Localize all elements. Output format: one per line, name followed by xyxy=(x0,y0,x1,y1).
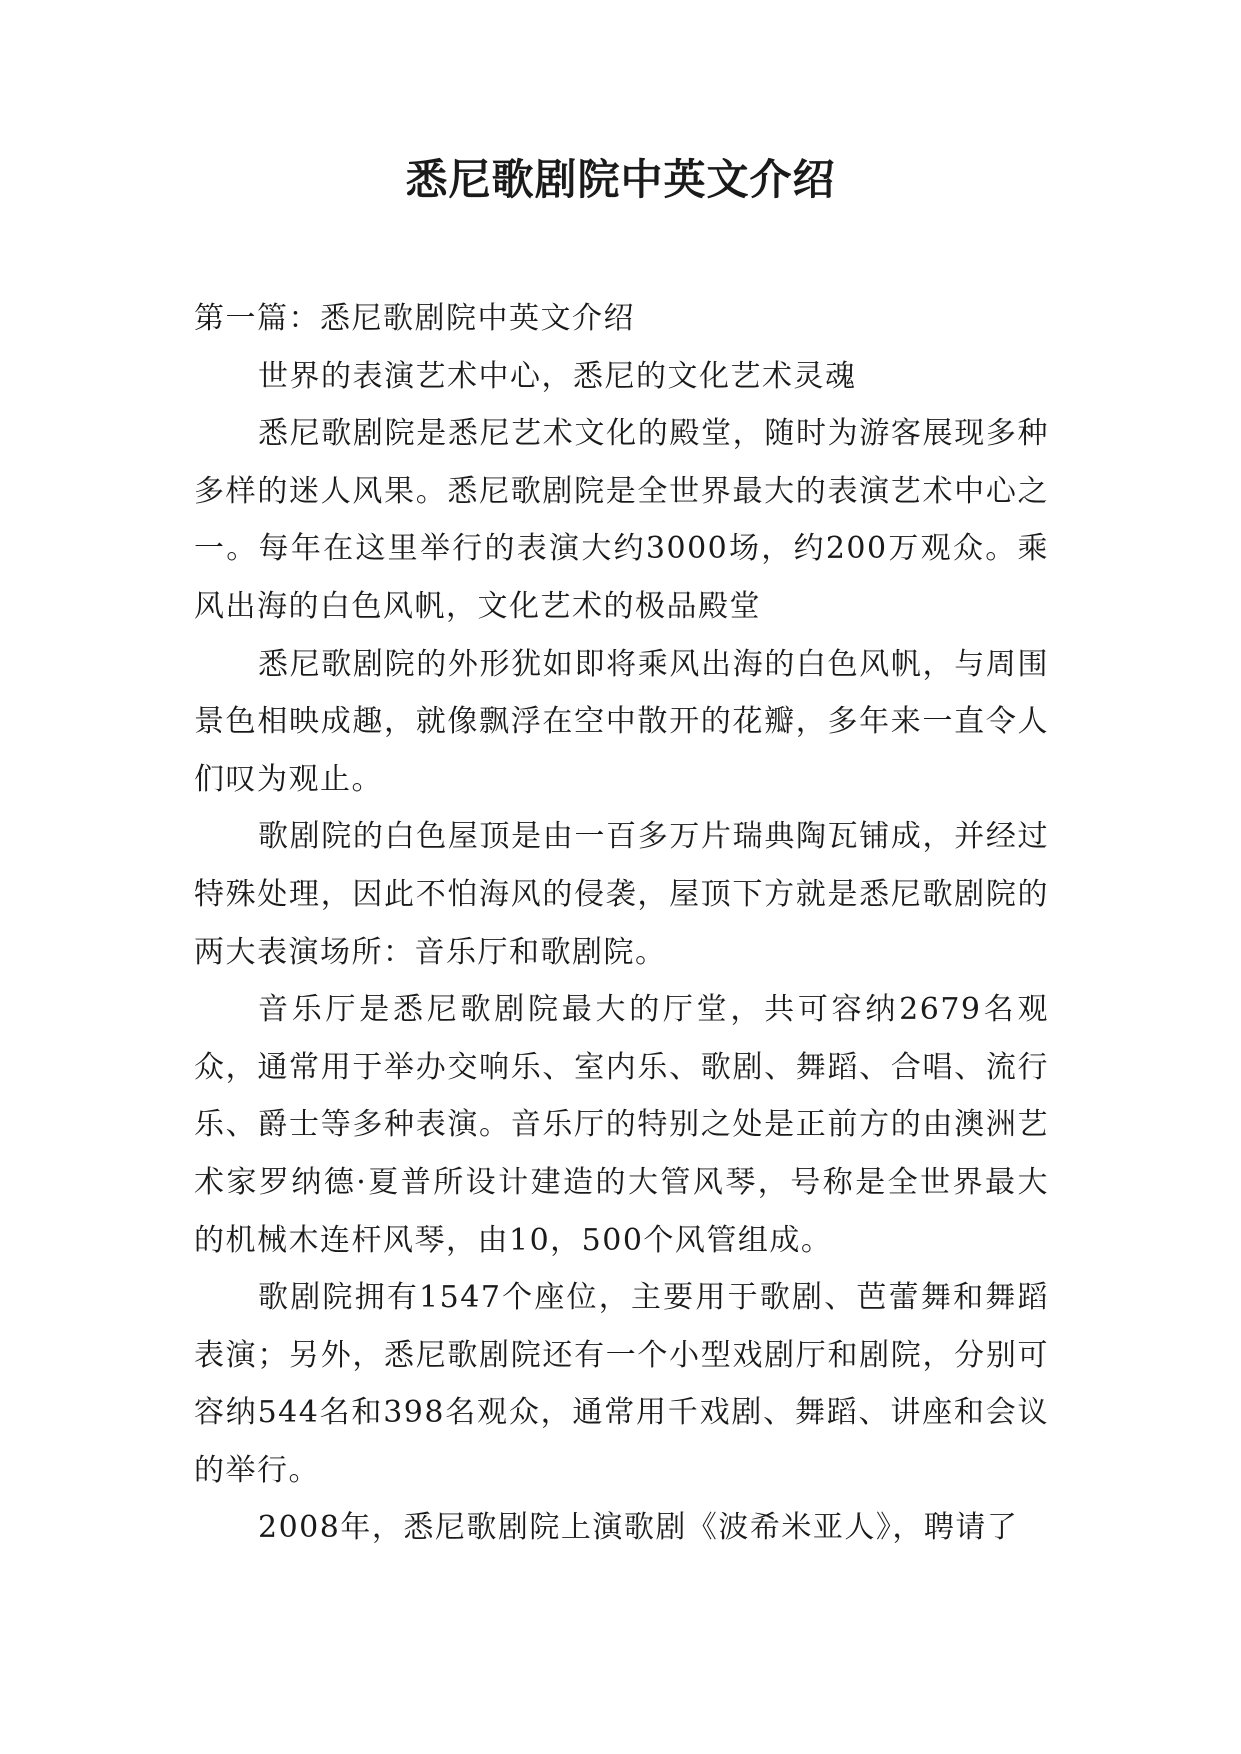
paragraph: 2008年，悉尼歌剧院上演歌剧《波希米亚人》，聘请了 xyxy=(258,1510,1019,1546)
paragraph: 歌剧院的白色屋顶是由一百多万片瑞典陶瓦铺成，并经过特殊处理，因此不怕海风的侵袭，屋顶下方就是悉尼歌剧院的两大表演场所：音乐厅和歌剧院。 xyxy=(194,819,1049,970)
paragraph: 悉尼歌剧院的外形犹如即将乘风出海的白色风帆，与周围景色相映成趣，就像飘浮在空中散开的花瓣，多年来一直令人们叹为观止。 xyxy=(194,646,1049,797)
paragraph: 悉尼歌剧院是悉尼艺术文化的殿堂，随时为游客展现多种多样的迷人风果。悉尼歌剧院是全世界最大的表演艺术中心之一。每年在这里举行的表演大约3000场，约200万观众。乘风出海的白色风帆，文化艺术的极品殿堂 xyxy=(194,416,1049,624)
document-body xyxy=(194,290,1049,1557)
paragraph: 世界的表演艺术中心，悉尼的文化艺术灵魂 xyxy=(258,358,857,394)
document-title: 悉尼歌剧院中英文介绍 xyxy=(405,155,836,204)
section-heading: 第一篇：悉尼歌剧院中英文介绍 xyxy=(194,301,635,336)
paragraph: 音乐厅是悉尼歌剧院最大的厅堂，共可容纳2679名观众，通常用于举办交响乐、室内乐、歌剧、舞蹈、合唱、流行乐、爵士等多种表演。音乐厅的特别之处是正前方的由澳洲艺术家罗纳德·夏普所设计建造的大管风琴，号称是全世界最大的机械木连杆风琴，由10，500个风管组成。 xyxy=(194,992,1049,1258)
paragraph: 歌剧院拥有1547个座位，主要用于歌剧、芭蕾舞和舞蹈表演；另外，悉尼歌剧院还有一个小型戏剧厅和剧院，分别可容纳544名和398名观众，通常用千戏剧、舞蹈、讲座和会议的举行。 xyxy=(194,1280,1049,1488)
